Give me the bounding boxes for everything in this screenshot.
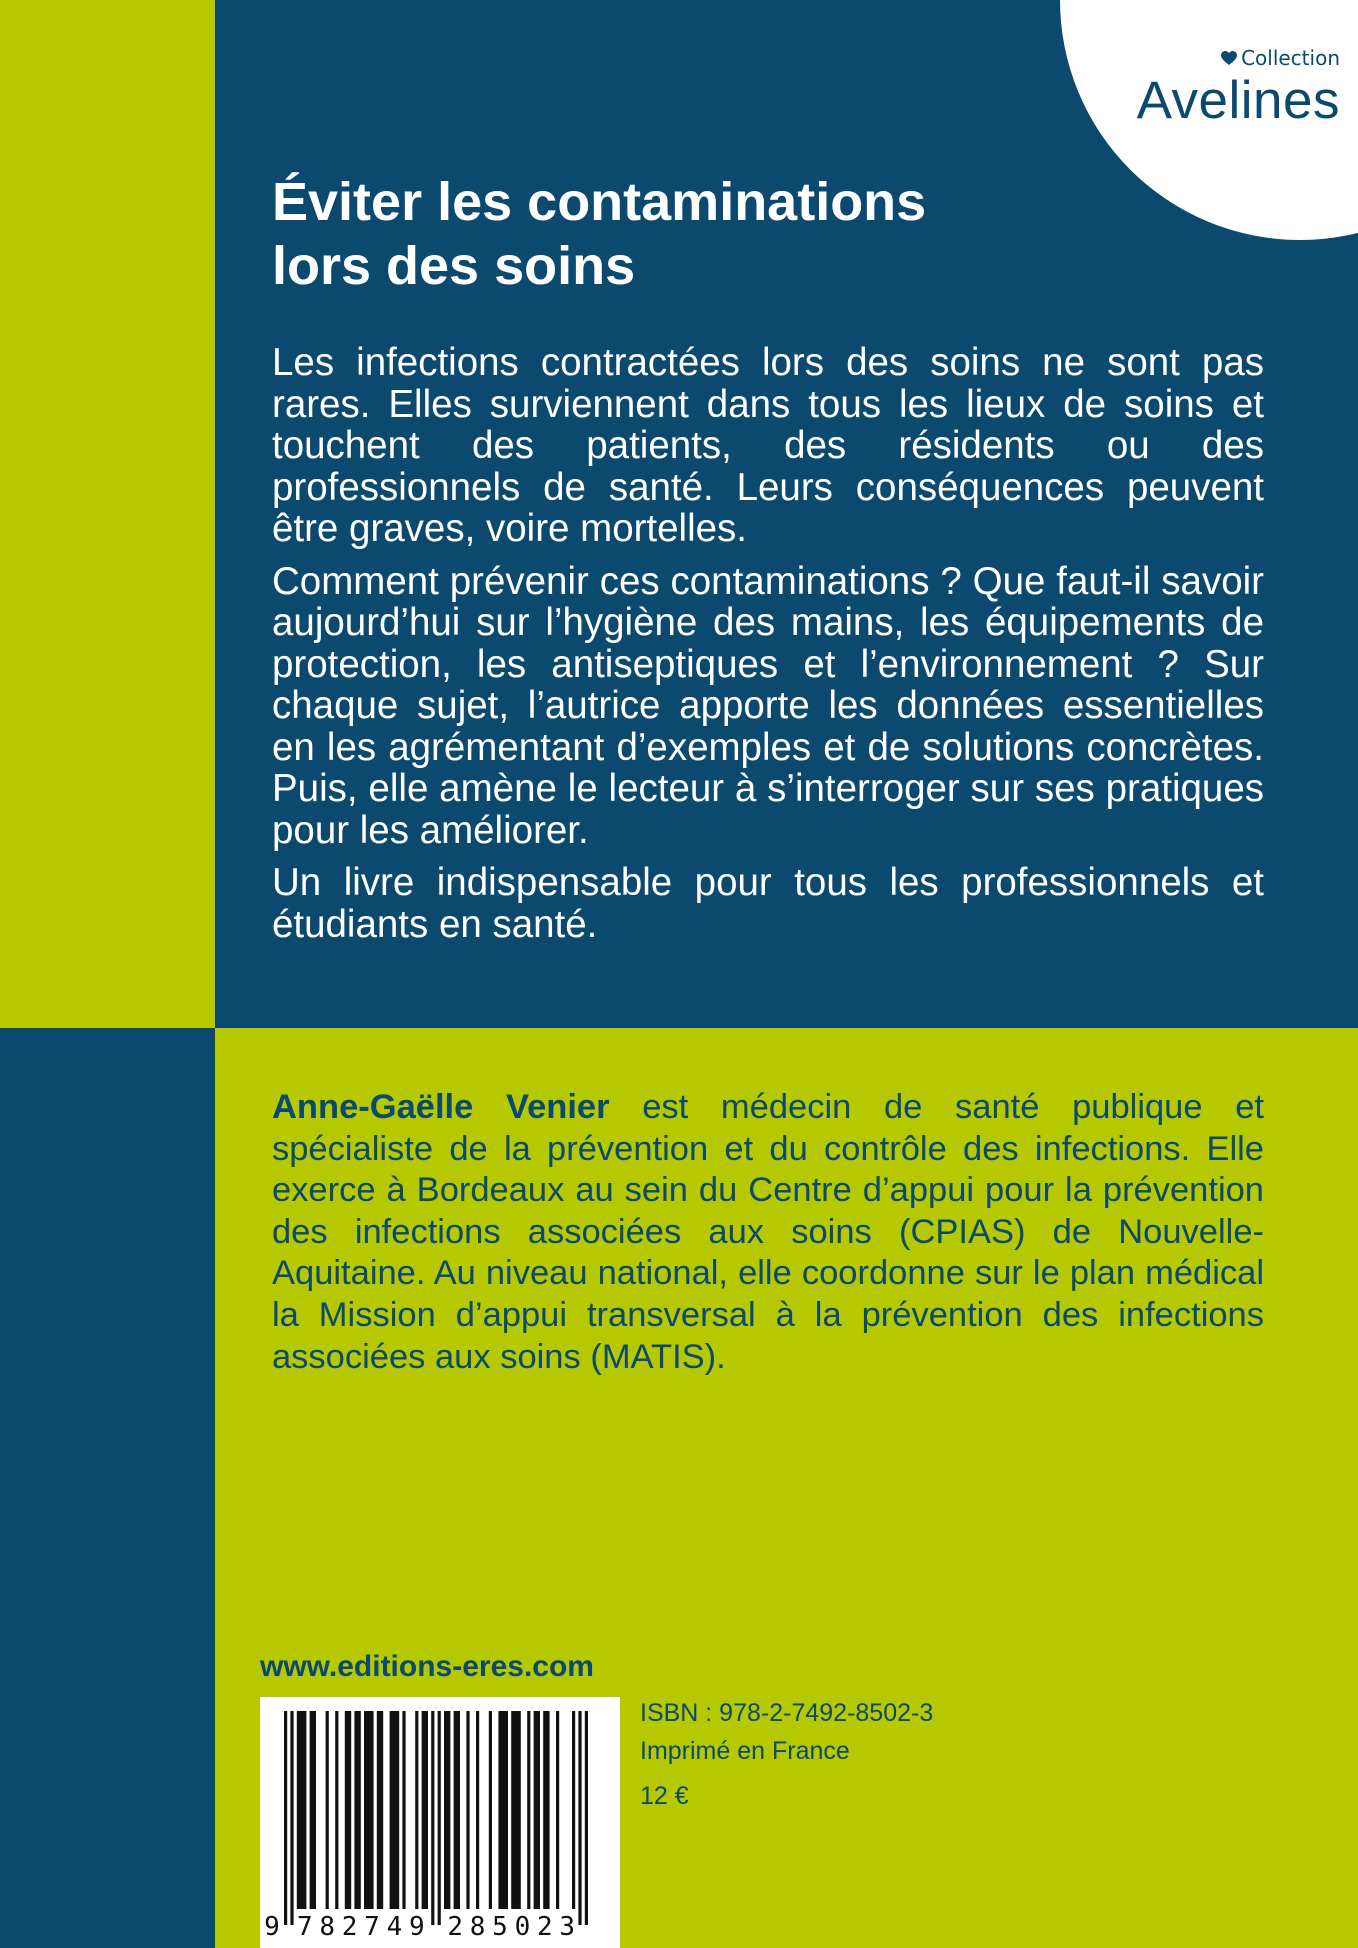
navy-panel-bottom-left <box>0 1028 215 1948</box>
barcode-bar-27 <box>572 1711 575 1909</box>
barcode-digit-4: 7 <box>364 1912 380 1942</box>
blurb-paragraph-3: Un livre indispensable pour tous les professionnels et étudiants en santé. <box>272 861 1264 946</box>
barcode-bar-0 <box>284 1711 287 1925</box>
barcode-bar-1 <box>290 1711 293 1925</box>
lime-panel-top-left <box>0 0 215 1028</box>
barcode-digit-1: 7 <box>296 1912 313 1942</box>
barcode-digit-8: 8 <box>469 1912 486 1942</box>
barcode-bar-21 <box>498 1711 508 1909</box>
barcode-bar-15 <box>438 1711 441 1925</box>
collection-logo <box>1136 46 1340 130</box>
barcode-graphic <box>260 1697 620 1948</box>
barcode-bar-7 <box>354 1711 360 1909</box>
barcode-bar-16 <box>444 1711 450 1909</box>
barcode-digit-7: 2 <box>447 1912 464 1942</box>
barcode-bar-23 <box>527 1711 530 1909</box>
blurb-paragraph-1: Les infections contractées lors des soins ne sont pas rares. Elles surviennent dans tous les lieux de soins et touchent des patients, des résidents ou des professionnels de santé. Leurs conséquences peuvent être graves, voire mortelles. <box>272 341 1264 550</box>
author-bio <box>272 1087 1264 1378</box>
barcode-digit-12: 3 <box>559 1912 576 1942</box>
barcode-digit-6: 9 <box>408 1912 425 1942</box>
barcode-bar-9 <box>377 1711 383 1909</box>
price: 12 € <box>640 1782 689 1810</box>
book-title-line-1: Éviter les contaminations <box>272 172 927 232</box>
collection-label-row <box>1137 46 1340 70</box>
printed-in: Imprimé en France <box>640 1737 850 1765</box>
barcode-digit-2: 8 <box>319 1912 336 1942</box>
barcode-bar-20 <box>489 1711 492 1909</box>
barcode <box>260 1697 620 1948</box>
barcode-bar-14 <box>431 1711 434 1925</box>
barcode-digit-0: 9 <box>264 1912 280 1942</box>
barcode-digit-5: 4 <box>386 1912 403 1942</box>
book-info <box>640 1694 933 1770</box>
barcode-bar-3 <box>310 1711 316 1909</box>
barcode-bar-12 <box>415 1711 418 1909</box>
barcode-bar-2 <box>297 1711 307 1909</box>
barcode-bar-19 <box>476 1711 479 1909</box>
book-blurb <box>272 342 1264 956</box>
barcode-bar-17 <box>454 1711 460 1909</box>
barcode-bars <box>284 1711 588 1925</box>
blurb-paragraph-2: Comment prévenir ces contaminations ? Que faut-il savoir aujourd’hui sur l’hygiène des mains, les équipements de protection, les antiseptiques et l’environnement ? Sur chaque sujet, l’autrice apporte les données essentielles en les agrémentant d’exemples et de solutions concrètes. Puis, elle amène le lecteur à s’interroger sur ses pratiques pour les améliorer. <box>272 559 1264 852</box>
barcode-bar-6 <box>345 1711 351 1909</box>
barcode-bar-29 <box>585 1711 588 1925</box>
collection-name: Avelines <box>1136 71 1340 130</box>
barcode-bar-25 <box>543 1711 549 1909</box>
barcode-bar-11 <box>402 1711 405 1909</box>
barcode-digits <box>264 1912 575 1942</box>
heart-icon <box>1221 51 1237 66</box>
barcode-digit-10: 0 <box>514 1912 531 1942</box>
book-title <box>272 170 1172 298</box>
barcode-bar-13 <box>422 1711 428 1909</box>
barcode-bar-22 <box>511 1711 521 1909</box>
publisher-website: www.editions-eres.com <box>260 1650 594 1683</box>
barcode-bar-8 <box>364 1711 374 1909</box>
book-title-line-2: lors des soins <box>272 236 636 296</box>
isbn: ISBN : 978-2-7492-8502-3 <box>640 1699 934 1727</box>
author-name: Anne-Gaëlle Venier <box>272 1088 610 1126</box>
collection-label: Collection <box>1241 46 1340 70</box>
barcode-bar-24 <box>534 1711 540 1909</box>
barcode-bar-10 <box>390 1711 400 1909</box>
barcode-bar-28 <box>578 1711 581 1925</box>
barcode-bar-18 <box>466 1711 469 1909</box>
barcode-digit-11: 2 <box>536 1912 553 1942</box>
barcode-bar-5 <box>335 1711 338 1909</box>
barcode-digit-9: 5 <box>492 1912 508 1942</box>
barcode-digit-3: 2 <box>341 1912 358 1942</box>
barcode-bar-4 <box>326 1711 329 1909</box>
author-bio-text: est médecin de santé publique et spécialiste de la prévention et du contrôle des infections. Elle exerce à Bordeaux au sein du Centre d’appui pour la prévention des infections associées aux soins (CPIAS) de Nouvelle-Aquitaine. Au niveau national, elle coordonne sur le plan médical la Mission d’appui transversal à la prévention des infections associées aux soins (MATIS). <box>272 1088 1264 1376</box>
barcode-bar-26 <box>556 1711 559 1909</box>
